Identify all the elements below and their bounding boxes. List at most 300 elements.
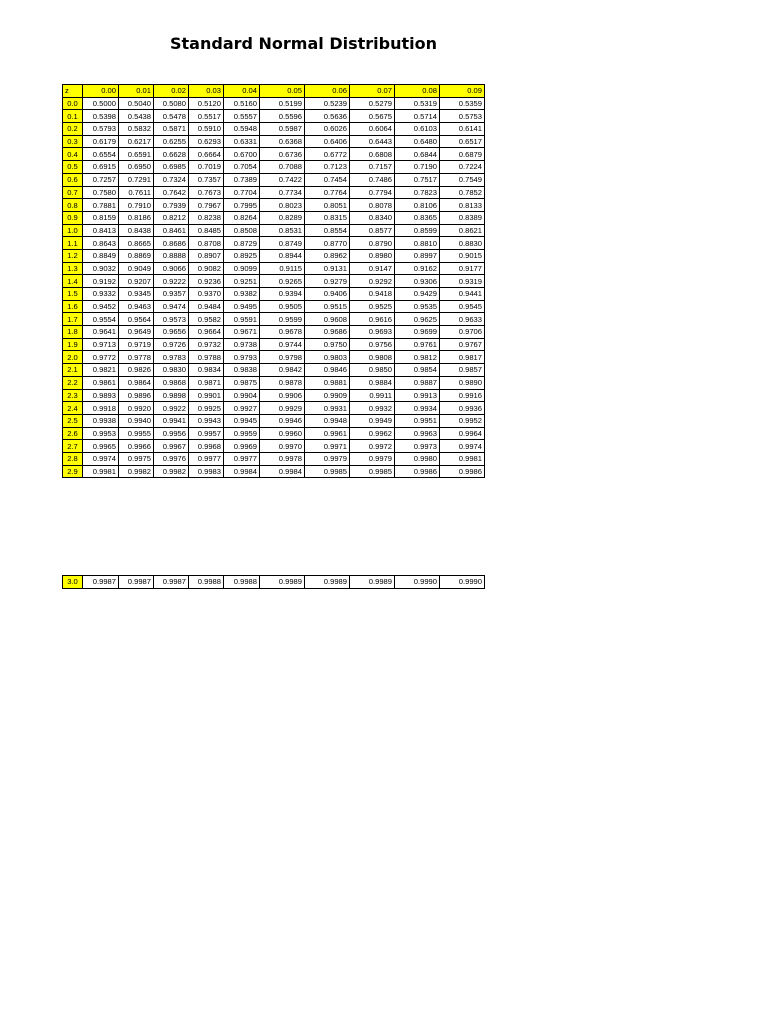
probability-cell: 0.9974 <box>83 452 119 465</box>
z-value-cell: 0.9 <box>63 211 83 224</box>
column-header: 0.03 <box>189 85 224 98</box>
probability-cell: 0.9649 <box>119 326 154 339</box>
probability-cell: 0.7291 <box>119 173 154 186</box>
probability-cell: 0.8643 <box>83 237 119 250</box>
probability-cell: 0.9599 <box>260 313 305 326</box>
probability-cell: 0.9986 <box>440 465 485 478</box>
column-header: 0.01 <box>119 85 154 98</box>
probability-cell: 0.9332 <box>83 288 119 301</box>
probability-cell: 0.9678 <box>260 326 305 339</box>
probability-cell: 0.7257 <box>83 173 119 186</box>
probability-cell: 0.9941 <box>154 414 189 427</box>
probability-cell: 0.5753 <box>440 110 485 123</box>
probability-cell: 0.9525 <box>350 300 395 313</box>
probability-cell: 0.9382 <box>224 288 260 301</box>
probability-cell: 0.8621 <box>440 224 485 237</box>
table-row <box>63 199 485 212</box>
probability-cell: 0.9732 <box>189 338 224 351</box>
probability-cell: 0.9952 <box>440 414 485 427</box>
probability-cell: 0.9934 <box>395 402 440 415</box>
probability-cell: 0.6915 <box>83 161 119 174</box>
probability-cell: 0.9881 <box>305 376 350 389</box>
z-value-cell: 2.5 <box>63 414 83 427</box>
probability-cell: 0.9980 <box>395 452 440 465</box>
probability-cell: 0.9608 <box>305 313 350 326</box>
probability-cell: 0.6293 <box>189 135 224 148</box>
table-row <box>63 186 485 199</box>
probability-cell: 0.6844 <box>395 148 440 161</box>
probability-cell: 0.9884 <box>350 376 395 389</box>
probability-cell: 0.6103 <box>395 123 440 136</box>
probability-cell: 0.5832 <box>119 123 154 136</box>
probability-cell: 0.9922 <box>154 402 189 415</box>
probability-cell: 0.5793 <box>83 123 119 136</box>
probability-cell: 0.7673 <box>189 186 224 199</box>
probability-cell: 0.9750 <box>305 338 350 351</box>
probability-cell: 0.7422 <box>260 173 305 186</box>
probability-cell: 0.8289 <box>260 211 305 224</box>
probability-cell: 0.9959 <box>224 427 260 440</box>
probability-cell: 0.9345 <box>119 288 154 301</box>
probability-cell: 0.8264 <box>224 211 260 224</box>
probability-cell: 0.9744 <box>260 338 305 351</box>
probability-cell: 0.9943 <box>189 414 224 427</box>
probability-cell: 0.7734 <box>260 186 305 199</box>
table-row <box>63 300 485 313</box>
probability-cell: 0.9918 <box>83 402 119 415</box>
probability-cell: 0.9965 <box>83 440 119 453</box>
probability-cell: 0.8869 <box>119 249 154 262</box>
probability-cell: 0.5239 <box>305 97 350 110</box>
probability-cell: 0.9099 <box>224 262 260 275</box>
probability-cell: 0.9515 <box>305 300 350 313</box>
probability-cell: 0.9357 <box>154 288 189 301</box>
probability-cell: 0.9147 <box>350 262 395 275</box>
probability-cell: 0.6700 <box>224 148 260 161</box>
table-row <box>63 338 485 351</box>
probability-cell: 0.9925 <box>189 402 224 415</box>
probability-cell: 0.8907 <box>189 249 224 262</box>
z-value-cell: 2.3 <box>63 389 83 402</box>
probability-cell: 0.9429 <box>395 288 440 301</box>
probability-cell: 0.9082 <box>189 262 224 275</box>
probability-cell: 0.9484 <box>189 300 224 313</box>
probability-cell: 0.9131 <box>305 262 350 275</box>
probability-cell: 0.9969 <box>224 440 260 453</box>
probability-cell: 0.6026 <box>305 123 350 136</box>
z-value-cell: 1.9 <box>63 338 83 351</box>
z-value-cell: 0.7 <box>63 186 83 199</box>
probability-cell: 0.9767 <box>440 338 485 351</box>
probability-cell: 0.9985 <box>350 465 395 478</box>
probability-cell: 0.9842 <box>260 364 305 377</box>
probability-cell: 0.9793 <box>224 351 260 364</box>
probability-cell: 0.7580 <box>83 186 119 199</box>
probability-cell: 0.5596 <box>260 110 305 123</box>
probability-cell: 0.9989 <box>350 576 395 589</box>
probability-cell: 0.6179 <box>83 135 119 148</box>
probability-cell: 0.9946 <box>260 414 305 427</box>
table-row <box>63 173 485 186</box>
probability-cell: 0.9015 <box>440 249 485 262</box>
probability-cell: 0.9988 <box>224 576 260 589</box>
probability-cell: 0.9963 <box>395 427 440 440</box>
table-row <box>63 326 485 339</box>
probability-cell: 0.9591 <box>224 313 260 326</box>
probability-cell: 0.7764 <box>305 186 350 199</box>
table-row <box>63 576 485 589</box>
probability-cell: 0.9956 <box>154 427 189 440</box>
probability-cell: 0.7823 <box>395 186 440 199</box>
column-header: 0.09 <box>440 85 485 98</box>
probability-cell: 0.6736 <box>260 148 305 161</box>
probability-cell: 0.9985 <box>305 465 350 478</box>
probability-cell: 0.9976 <box>154 452 189 465</box>
probability-cell: 0.9990 <box>395 576 440 589</box>
table-row <box>63 376 485 389</box>
probability-cell: 0.7642 <box>154 186 189 199</box>
probability-cell: 0.8023 <box>260 199 305 212</box>
probability-cell: 0.9968 <box>189 440 224 453</box>
probability-cell: 0.9887 <box>395 376 440 389</box>
probability-cell: 0.6591 <box>119 148 154 161</box>
probability-cell: 0.9979 <box>305 452 350 465</box>
probability-cell: 0.8599 <box>395 224 440 237</box>
probability-cell: 0.9699 <box>395 326 440 339</box>
probability-cell: 0.9875 <box>224 376 260 389</box>
page-title: Standard Normal Distribution <box>170 34 437 53</box>
z-value-cell: 0.1 <box>63 110 83 123</box>
probability-cell: 0.9854 <box>395 364 440 377</box>
z-header-cell: z <box>63 85 83 98</box>
probability-cell: 0.9582 <box>189 313 224 326</box>
probability-cell: 0.6628 <box>154 148 189 161</box>
probability-cell: 0.5279 <box>350 97 395 110</box>
probability-cell: 0.9951 <box>395 414 440 427</box>
probability-cell: 0.9871 <box>189 376 224 389</box>
probability-cell: 0.6368 <box>260 135 305 148</box>
header-row <box>63 85 485 98</box>
table-row <box>63 97 485 110</box>
probability-cell: 0.9955 <box>119 427 154 440</box>
probability-cell: 0.8485 <box>189 224 224 237</box>
probability-cell: 0.9656 <box>154 326 189 339</box>
probability-cell: 0.6985 <box>154 161 189 174</box>
probability-cell: 0.9616 <box>350 313 395 326</box>
column-header: 0.08 <box>395 85 440 98</box>
z-value-cell: 1.6 <box>63 300 83 313</box>
probability-cell: 0.9564 <box>119 313 154 326</box>
probability-cell: 0.9916 <box>440 389 485 402</box>
table-row <box>63 288 485 301</box>
probability-cell: 0.7389 <box>224 173 260 186</box>
probability-cell: 0.8810 <box>395 237 440 250</box>
probability-cell: 0.8790 <box>350 237 395 250</box>
probability-cell: 0.9970 <box>260 440 305 453</box>
probability-cell: 0.9945 <box>224 414 260 427</box>
probability-cell: 0.5199 <box>260 97 305 110</box>
table-row <box>63 465 485 478</box>
probability-cell: 0.9861 <box>83 376 119 389</box>
probability-cell: 0.8849 <box>83 249 119 262</box>
z-value-cell: 3.0 <box>63 576 83 589</box>
probability-cell: 0.9938 <box>83 414 119 427</box>
z-value-cell: 0.2 <box>63 123 83 136</box>
probability-cell: 0.8980 <box>350 249 395 262</box>
probability-cell: 0.9177 <box>440 262 485 275</box>
column-header: 0.00 <box>83 85 119 98</box>
probability-cell: 0.9920 <box>119 402 154 415</box>
z-value-cell: 0.5 <box>63 161 83 174</box>
probability-cell: 0.8078 <box>350 199 395 212</box>
probability-cell: 0.9783 <box>154 351 189 364</box>
probability-cell: 0.9973 <box>395 440 440 453</box>
probability-cell: 0.9986 <box>395 465 440 478</box>
probability-cell: 0.6879 <box>440 148 485 161</box>
probability-cell: 0.9893 <box>83 389 119 402</box>
table-row <box>63 110 485 123</box>
column-header: 0.02 <box>154 85 189 98</box>
probability-cell: 0.9830 <box>154 364 189 377</box>
table-row <box>63 148 485 161</box>
probability-cell: 0.9987 <box>119 576 154 589</box>
table-row <box>63 313 485 326</box>
probability-cell: 0.8531 <box>260 224 305 237</box>
probability-cell: 0.8962 <box>305 249 350 262</box>
probability-cell: 0.9979 <box>350 452 395 465</box>
probability-cell: 0.9474 <box>154 300 189 313</box>
probability-cell: 0.6141 <box>440 123 485 136</box>
z-value-cell: 2.4 <box>63 402 83 415</box>
probability-cell: 0.8665 <box>119 237 154 250</box>
probability-cell: 0.8438 <box>119 224 154 237</box>
probability-cell: 0.9279 <box>305 275 350 288</box>
probability-cell: 0.5398 <box>83 110 119 123</box>
probability-cell: 0.8508 <box>224 224 260 237</box>
probability-cell: 0.5120 <box>189 97 224 110</box>
table-row <box>63 389 485 402</box>
probability-cell: 0.7054 <box>224 161 260 174</box>
probability-cell: 0.6406 <box>305 135 350 148</box>
probability-cell: 0.9983 <box>189 465 224 478</box>
z-value-cell: 0.3 <box>63 135 83 148</box>
probability-cell: 0.8315 <box>305 211 350 224</box>
z-value-cell: 0.8 <box>63 199 83 212</box>
probability-cell: 0.6217 <box>119 135 154 148</box>
probability-cell: 0.7910 <box>119 199 154 212</box>
probability-cell: 0.9948 <box>305 414 350 427</box>
table-row <box>63 275 485 288</box>
probability-cell: 0.7852 <box>440 186 485 199</box>
probability-cell: 0.9901 <box>189 389 224 402</box>
probability-cell: 0.6772 <box>305 148 350 161</box>
probability-cell: 0.9115 <box>260 262 305 275</box>
z-value-cell: 2.0 <box>63 351 83 364</box>
table-row <box>63 123 485 136</box>
probability-cell: 0.7157 <box>350 161 395 174</box>
probability-cell: 0.6950 <box>119 161 154 174</box>
probability-cell: 0.8830 <box>440 237 485 250</box>
table-row <box>63 211 485 224</box>
probability-cell: 0.5517 <box>189 110 224 123</box>
probability-cell: 0.9693 <box>350 326 395 339</box>
probability-cell: 0.7939 <box>154 199 189 212</box>
probability-cell: 0.9032 <box>83 262 119 275</box>
probability-cell: 0.9988 <box>189 576 224 589</box>
probability-cell: 0.5160 <box>224 97 260 110</box>
probability-cell: 0.9535 <box>395 300 440 313</box>
probability-cell: 0.9066 <box>154 262 189 275</box>
probability-cell: 0.9964 <box>440 427 485 440</box>
probability-cell: 0.9686 <box>305 326 350 339</box>
probability-cell: 0.7611 <box>119 186 154 199</box>
probability-cell: 0.9898 <box>154 389 189 402</box>
probability-cell: 0.9890 <box>440 376 485 389</box>
probability-cell: 0.7190 <box>395 161 440 174</box>
probability-cell: 0.6480 <box>395 135 440 148</box>
probability-cell: 0.5675 <box>350 110 395 123</box>
probability-cell: 0.9772 <box>83 351 119 364</box>
probability-cell: 0.9982 <box>154 465 189 478</box>
probability-cell: 0.9967 <box>154 440 189 453</box>
probability-cell: 0.6664 <box>189 148 224 161</box>
probability-cell: 0.9821 <box>83 364 119 377</box>
probability-cell: 0.9896 <box>119 389 154 402</box>
probability-cell: 0.8186 <box>119 211 154 224</box>
probability-cell: 0.6255 <box>154 135 189 148</box>
probability-cell: 0.9981 <box>440 452 485 465</box>
probability-cell: 0.9625 <box>395 313 440 326</box>
probability-cell: 0.9788 <box>189 351 224 364</box>
probability-cell: 0.9554 <box>83 313 119 326</box>
table-row <box>63 414 485 427</box>
probability-cell: 0.9909 <box>305 389 350 402</box>
table-row <box>63 452 485 465</box>
probability-cell: 0.9505 <box>260 300 305 313</box>
probability-cell: 0.9981 <box>83 465 119 478</box>
probability-cell: 0.9868 <box>154 376 189 389</box>
probability-cell: 0.9927 <box>224 402 260 415</box>
probability-cell: 0.9949 <box>350 414 395 427</box>
probability-cell: 0.9162 <box>395 262 440 275</box>
probability-cell: 0.9306 <box>395 275 440 288</box>
probability-cell: 0.7123 <box>305 161 350 174</box>
probability-cell: 0.7019 <box>189 161 224 174</box>
probability-cell: 0.7967 <box>189 199 224 212</box>
probability-cell: 0.9292 <box>350 275 395 288</box>
probability-cell: 0.9931 <box>305 402 350 415</box>
probability-cell: 0.9738 <box>224 338 260 351</box>
probability-cell: 0.9812 <box>395 351 440 364</box>
probability-cell: 0.7995 <box>224 199 260 212</box>
table-row <box>63 364 485 377</box>
z-value-cell: 2.6 <box>63 427 83 440</box>
probability-cell: 0.7881 <box>83 199 119 212</box>
probability-cell: 0.6064 <box>350 123 395 136</box>
probability-cell: 0.9418 <box>350 288 395 301</box>
probability-cell: 0.8925 <box>224 249 260 262</box>
z-value-cell: 1.4 <box>63 275 83 288</box>
table-row <box>63 237 485 250</box>
table-row <box>63 402 485 415</box>
z-value-cell: 0.4 <box>63 148 83 161</box>
probability-cell: 0.7454 <box>305 173 350 186</box>
probability-cell: 0.8686 <box>154 237 189 250</box>
probability-cell: 0.9719 <box>119 338 154 351</box>
probability-cell: 0.8340 <box>350 211 395 224</box>
probability-cell: 0.9756 <box>350 338 395 351</box>
probability-cell: 0.9049 <box>119 262 154 275</box>
probability-cell: 0.9463 <box>119 300 154 313</box>
probability-cell: 0.9966 <box>119 440 154 453</box>
probability-cell: 0.7794 <box>350 186 395 199</box>
probability-cell: 0.5557 <box>224 110 260 123</box>
probability-cell: 0.9987 <box>83 576 119 589</box>
probability-cell: 0.9974 <box>440 440 485 453</box>
probability-cell: 0.5319 <box>395 97 440 110</box>
probability-cell: 0.9495 <box>224 300 260 313</box>
probability-cell: 0.6443 <box>350 135 395 148</box>
probability-cell: 0.9192 <box>83 275 119 288</box>
probability-cell: 0.9971 <box>305 440 350 453</box>
probability-cell: 0.8133 <box>440 199 485 212</box>
probability-cell: 0.9977 <box>224 452 260 465</box>
table-row <box>63 161 485 174</box>
probability-cell: 0.8238 <box>189 211 224 224</box>
column-header: 0.06 <box>305 85 350 98</box>
probability-cell: 0.8708 <box>189 237 224 250</box>
probability-cell: 0.9957 <box>189 427 224 440</box>
probability-cell: 0.9251 <box>224 275 260 288</box>
probability-cell: 0.9864 <box>119 376 154 389</box>
probability-cell: 0.6808 <box>350 148 395 161</box>
z-value-cell: 1.8 <box>63 326 83 339</box>
probability-cell: 0.9265 <box>260 275 305 288</box>
probability-cell: 0.8749 <box>260 237 305 250</box>
probability-cell: 0.9987 <box>154 576 189 589</box>
z-value-cell: 0.6 <box>63 173 83 186</box>
z-value-cell: 2.1 <box>63 364 83 377</box>
probability-cell: 0.8770 <box>305 237 350 250</box>
probability-cell: 0.9929 <box>260 402 305 415</box>
probability-cell: 0.9990 <box>440 576 485 589</box>
probability-cell: 0.9850 <box>350 364 395 377</box>
probability-cell: 0.5359 <box>440 97 485 110</box>
probability-cell: 0.9989 <box>260 576 305 589</box>
probability-cell: 0.9633 <box>440 313 485 326</box>
probability-cell: 0.9989 <box>305 576 350 589</box>
probability-cell: 0.9826 <box>119 364 154 377</box>
probability-cell: 0.9975 <box>119 452 154 465</box>
probability-cell: 0.8389 <box>440 211 485 224</box>
probability-cell: 0.9641 <box>83 326 119 339</box>
probability-cell: 0.7357 <box>189 173 224 186</box>
probability-cell: 0.9911 <box>350 389 395 402</box>
probability-cell: 0.7549 <box>440 173 485 186</box>
z-value-cell: 1.2 <box>63 249 83 262</box>
table-row <box>63 262 485 275</box>
z-value-cell: 1.0 <box>63 224 83 237</box>
probability-cell: 0.7704 <box>224 186 260 199</box>
probability-cell: 0.6517 <box>440 135 485 148</box>
probability-cell: 0.7486 <box>350 173 395 186</box>
table-row <box>63 224 485 237</box>
probability-cell: 0.7517 <box>395 173 440 186</box>
column-header: 0.07 <box>350 85 395 98</box>
probability-cell: 0.9834 <box>189 364 224 377</box>
probability-cell: 0.9452 <box>83 300 119 313</box>
z-value-cell: 2.8 <box>63 452 83 465</box>
